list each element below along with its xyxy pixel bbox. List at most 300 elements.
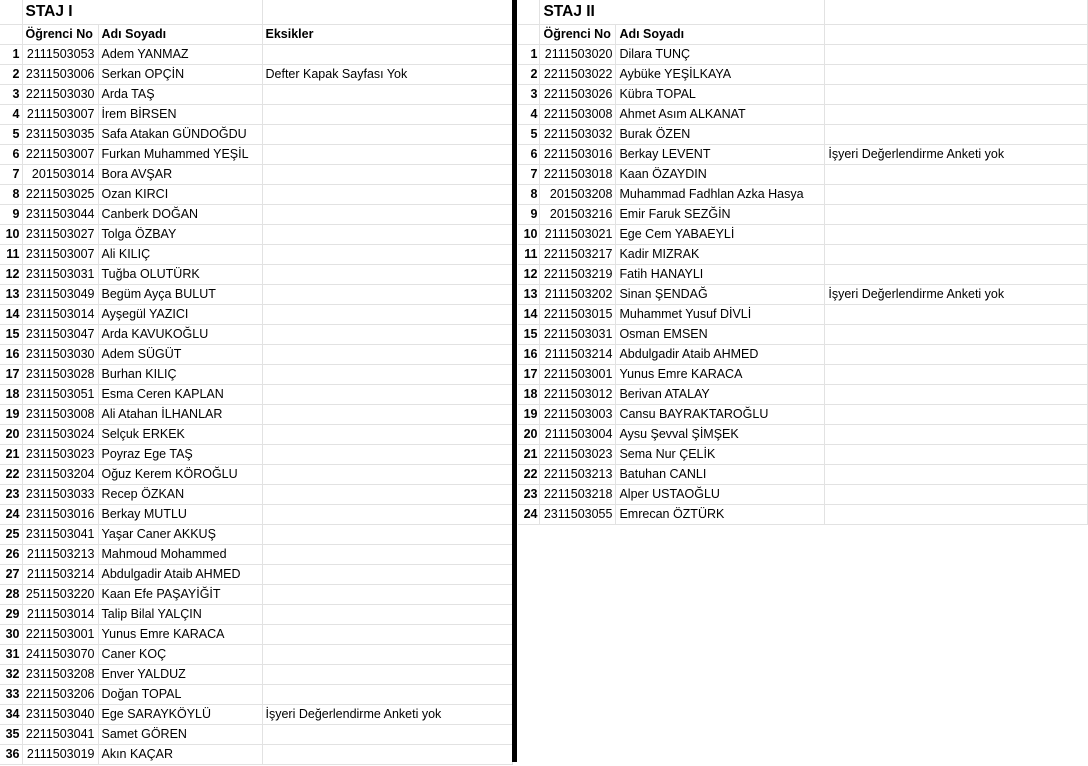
student-name-cell: Berkay MUTLU	[98, 505, 262, 525]
table-row	[0, 365, 512, 385]
student-name-cell: Osman EMSEN	[616, 325, 825, 345]
missing-note-cell	[262, 725, 512, 745]
missing-note-cell	[262, 685, 512, 705]
missing-note-cell	[262, 425, 512, 445]
row-number: 27	[0, 565, 22, 585]
student-name-cell: Batuhan CANLI	[616, 465, 825, 485]
student-no-cell: 2211503016	[540, 145, 616, 165]
row-number: 9	[518, 205, 540, 225]
table-row	[518, 245, 1088, 265]
staj-2-title-row	[518, 0, 1088, 25]
table-row	[518, 45, 1088, 65]
table-row	[518, 305, 1088, 325]
table-row	[518, 365, 1088, 385]
table-row	[518, 485, 1088, 505]
table-row	[0, 205, 512, 225]
row-number: 13	[0, 285, 22, 305]
student-no-cell: 2211503001	[540, 365, 616, 385]
student-no-cell: 201503208	[540, 185, 616, 205]
student-no-cell: 2111503214	[540, 345, 616, 365]
missing-note-cell	[825, 505, 1088, 525]
row-number: 6	[518, 145, 540, 165]
student-no-header: Öğrenci No	[22, 25, 98, 45]
student-name-cell: Kaan ÖZAYDIN	[616, 165, 825, 185]
student-no-cell: 2211503206	[22, 685, 98, 705]
table-row	[0, 385, 512, 405]
student-no-cell: 2311503016	[22, 505, 98, 525]
student-name-cell: Ege SARAYKÖYLÜ	[98, 705, 262, 725]
row-number: 17	[0, 365, 22, 385]
student-name-cell: Burak ÖZEN	[616, 125, 825, 145]
student-no-cell: 2111503007	[22, 105, 98, 125]
student-no-cell: 2211503022	[540, 65, 616, 85]
missing-note-cell	[825, 45, 1088, 65]
row-number: 7	[0, 165, 22, 185]
student-name-cell: Aysu Şevval ŞİMŞEK	[616, 425, 825, 445]
row-number: 6	[0, 145, 22, 165]
student-name-cell: Ege Cem YABAEYLİ	[616, 225, 825, 245]
student-name-cell: Berivan ATALAY	[616, 385, 825, 405]
student-no-cell: 2111503202	[540, 285, 616, 305]
staj-2-sheet	[518, 0, 1088, 525]
student-name-cell: Mahmoud Mohammed	[98, 545, 262, 565]
row-number: 1	[0, 45, 22, 65]
student-no-cell: 2511503220	[22, 585, 98, 605]
missing-note-cell	[825, 425, 1088, 445]
table-row	[0, 685, 512, 705]
student-name-cell: Kaan Efe PAŞAYİĞİT	[98, 585, 262, 605]
table-row	[518, 445, 1088, 465]
student-no-cell: 2211503031	[540, 325, 616, 345]
missing-note-cell	[262, 165, 512, 185]
row-number: 31	[0, 645, 22, 665]
student-name-cell: Aybüke YEŞİLKAYA	[616, 65, 825, 85]
missing-note-cell: İşyeri Değerlendirme Anketi yok	[825, 145, 1088, 165]
student-no-cell: 2311503028	[22, 365, 98, 385]
corner-cell	[0, 0, 22, 25]
row-number: 28	[0, 585, 22, 605]
row-number: 23	[518, 485, 540, 505]
table-row	[0, 605, 512, 625]
row-number: 10	[0, 225, 22, 245]
missing-note-cell	[825, 465, 1088, 485]
student-name-cell: Oğuz Kerem KÖROĞLU	[98, 465, 262, 485]
missing-note-cell	[825, 105, 1088, 125]
table-row	[0, 145, 512, 165]
table-row	[518, 385, 1088, 405]
student-name-cell: Yunus Emre KARACA	[98, 625, 262, 645]
student-name-cell: Begüm Ayça BULUT	[98, 285, 262, 305]
student-no-cell: 2111503213	[22, 545, 98, 565]
table-row	[0, 745, 512, 765]
student-name-cell: Emrecan ÖZTÜRK	[616, 505, 825, 525]
missing-note-cell	[825, 445, 1088, 465]
student-no-cell: 2311503030	[22, 345, 98, 365]
student-no-cell: 2311503027	[22, 225, 98, 245]
row-number: 5	[0, 125, 22, 145]
student-name-cell: Sema Nur ÇELİK	[616, 445, 825, 465]
missing-note-cell	[825, 325, 1088, 345]
corner-cell	[0, 25, 22, 45]
row-number: 22	[518, 465, 540, 485]
table-row	[0, 225, 512, 245]
row-number: 33	[0, 685, 22, 705]
row-number: 32	[0, 665, 22, 685]
student-no-cell: 2311503023	[22, 445, 98, 465]
missing-note-cell	[262, 345, 512, 365]
missing-note-cell	[262, 105, 512, 125]
table-row	[0, 445, 512, 465]
student-name-cell: Enver YALDUZ	[98, 665, 262, 685]
table-row	[0, 105, 512, 125]
student-no-cell: 2311503051	[22, 385, 98, 405]
row-number: 34	[0, 705, 22, 725]
row-number: 5	[518, 125, 540, 145]
table-row	[0, 525, 512, 545]
note-header	[825, 25, 1088, 45]
missing-note-cell: İşyeri Değerlendirme Anketi yok	[825, 285, 1088, 305]
student-no-cell: 2311503208	[22, 665, 98, 685]
staj-2-table-body	[518, 0, 1088, 525]
table-row	[0, 345, 512, 365]
missing-note-cell	[262, 125, 512, 145]
missing-note-cell	[262, 45, 512, 65]
missing-note-cell	[262, 465, 512, 485]
table-row	[0, 665, 512, 685]
row-number: 14	[518, 305, 540, 325]
row-number: 16	[518, 345, 540, 365]
student-no-cell: 2311503006	[22, 65, 98, 85]
row-number: 4	[518, 105, 540, 125]
student-no-cell: 2411503070	[22, 645, 98, 665]
row-number: 35	[0, 725, 22, 745]
staj-1-header-row	[0, 25, 512, 45]
table-row	[0, 545, 512, 565]
row-number: 24	[0, 505, 22, 525]
student-name-cell: Dilara TUNÇ	[616, 45, 825, 65]
row-number: 15	[518, 325, 540, 345]
student-name-cell: Esma Ceren KAPLAN	[98, 385, 262, 405]
row-number: 7	[518, 165, 540, 185]
student-no-cell: 2111503004	[540, 425, 616, 445]
student-no-cell: 2311503047	[22, 325, 98, 345]
row-number: 26	[0, 545, 22, 565]
student-no-cell: 2211503018	[540, 165, 616, 185]
student-no-cell: 2111503019	[22, 745, 98, 765]
student-name-cell: Ayşegül YAZICI	[98, 305, 262, 325]
student-no-cell: 2111503053	[22, 45, 98, 65]
row-number: 2	[0, 65, 22, 85]
table-row	[0, 305, 512, 325]
student-no-cell: 2311503008	[22, 405, 98, 425]
row-number: 19	[0, 405, 22, 425]
student-name-cell: Fatih HANAYLI	[616, 265, 825, 285]
row-number: 22	[0, 465, 22, 485]
student-no-cell: 2211503026	[540, 85, 616, 105]
row-number: 3	[0, 85, 22, 105]
student-name-cell: Arda KAVUKOĞLU	[98, 325, 262, 345]
student-name-cell: Yaşar Caner AKKUŞ	[98, 525, 262, 545]
missing-note-cell	[262, 565, 512, 585]
table-row	[0, 505, 512, 525]
student-no-cell: 2111503214	[22, 565, 98, 585]
table-row	[518, 85, 1088, 105]
student-no-cell: 2311503007	[22, 245, 98, 265]
staj-1-table-body	[0, 0, 512, 765]
empty-cell	[825, 0, 1088, 25]
staj-1-table	[0, 0, 513, 765]
student-name-cell: İrem BİRSEN	[98, 105, 262, 125]
table-row	[518, 145, 1088, 165]
missing-note-cell	[262, 285, 512, 305]
table-row	[518, 465, 1088, 485]
table-row	[0, 65, 512, 85]
student-name-cell: Akın KAÇAR	[98, 745, 262, 765]
student-no-cell: 2311503014	[22, 305, 98, 325]
missing-note-cell	[825, 85, 1088, 105]
staj-1-title: STAJ I	[22, 0, 262, 25]
student-name-cell: Kadir MIZRAK	[616, 245, 825, 265]
missing-note-cell	[262, 445, 512, 465]
table-row	[0, 725, 512, 745]
student-name-cell: Talip Bilal YALÇIN	[98, 605, 262, 625]
student-no-cell: 2211503001	[22, 625, 98, 645]
student-name-cell: Abdulgadir Ataib AHMED	[616, 345, 825, 365]
student-no-cell: 2211503218	[540, 485, 616, 505]
missing-note-cell	[262, 185, 512, 205]
table-row	[0, 585, 512, 605]
student-name-cell: Ali KILIÇ	[98, 245, 262, 265]
row-number: 29	[0, 605, 22, 625]
table-row	[0, 245, 512, 265]
student-no-cell: 2111503021	[540, 225, 616, 245]
missing-note-cell	[825, 405, 1088, 425]
table-row	[0, 485, 512, 505]
missing-note-cell	[825, 245, 1088, 265]
student-name-cell: Cansu BAYRAKTAROĞLU	[616, 405, 825, 425]
corner-cell	[518, 0, 540, 25]
table-row	[518, 345, 1088, 365]
table-row	[518, 285, 1088, 305]
student-no-cell: 2311503044	[22, 205, 98, 225]
row-number: 20	[0, 425, 22, 445]
student-no-cell: 2311503033	[22, 485, 98, 505]
table-row	[0, 645, 512, 665]
table-row	[0, 425, 512, 445]
student-no-cell: 2211503012	[540, 385, 616, 405]
student-name-cell: Doğan TOPAL	[98, 685, 262, 705]
missing-note-cell	[825, 225, 1088, 245]
row-number: 20	[518, 425, 540, 445]
student-name-cell: Poyraz Ege TAŞ	[98, 445, 262, 465]
missing-note-cell	[825, 125, 1088, 145]
missing-note-cell	[262, 625, 512, 645]
missing-note-cell	[262, 405, 512, 425]
student-no-cell: 201503014	[22, 165, 98, 185]
student-no-cell: 2311503204	[22, 465, 98, 485]
missing-note-cell	[262, 245, 512, 265]
row-number: 10	[518, 225, 540, 245]
student-no-cell: 2211503219	[540, 265, 616, 285]
missing-note-cell	[262, 385, 512, 405]
student-name-cell: Sinan ŞENDAĞ	[616, 285, 825, 305]
table-row	[518, 185, 1088, 205]
table-row	[518, 225, 1088, 245]
table-row	[518, 125, 1088, 145]
row-number: 3	[518, 85, 540, 105]
missing-note-cell	[262, 485, 512, 505]
row-number: 23	[0, 485, 22, 505]
student-name-cell: Adem SÜGÜT	[98, 345, 262, 365]
table-row	[0, 325, 512, 345]
missing-note-cell	[825, 185, 1088, 205]
student-name-cell: Emir Faruk SEZĞİN	[616, 205, 825, 225]
staj-2-header-row	[518, 25, 1088, 45]
table-row	[0, 85, 512, 105]
student-name-cell: Tuğba OLUTÜRK	[98, 265, 262, 285]
missing-note-cell	[825, 485, 1088, 505]
student-name-cell: Alper USTAOĞLU	[616, 485, 825, 505]
missing-note-cell	[262, 505, 512, 525]
table-row	[518, 325, 1088, 345]
staj-2-title: STAJ II	[540, 0, 825, 25]
table-row	[0, 625, 512, 645]
student-no-header: Öğrenci No	[540, 25, 616, 45]
table-row	[0, 265, 512, 285]
student-no-cell: 2211503217	[540, 245, 616, 265]
student-no-cell: 2211503008	[540, 105, 616, 125]
table-row	[0, 565, 512, 585]
student-name-cell: Arda TAŞ	[98, 85, 262, 105]
missing-note-cell	[262, 645, 512, 665]
missing-note-cell	[825, 165, 1088, 185]
row-number: 4	[0, 105, 22, 125]
student-no-cell: 2211503030	[22, 85, 98, 105]
student-no-cell: 201503216	[540, 205, 616, 225]
student-name-cell: Canberk DOĞAN	[98, 205, 262, 225]
missing-note-cell	[262, 365, 512, 385]
student-no-cell: 2311503035	[22, 125, 98, 145]
staj-2-table	[518, 0, 1088, 525]
missing-note-cell	[825, 265, 1088, 285]
missing-note-cell	[825, 345, 1088, 365]
table-row	[518, 105, 1088, 125]
student-no-cell: 2111503020	[540, 45, 616, 65]
row-number: 21	[518, 445, 540, 465]
missing-note-cell	[825, 205, 1088, 225]
missing-header: Eksikler	[262, 25, 512, 45]
student-name-cell: Burhan KILIÇ	[98, 365, 262, 385]
row-number: 17	[518, 365, 540, 385]
table-row	[518, 65, 1088, 85]
student-no-cell: 2211503007	[22, 145, 98, 165]
row-number: 25	[0, 525, 22, 545]
row-number: 2	[518, 65, 540, 85]
row-number: 24	[518, 505, 540, 525]
table-row	[518, 405, 1088, 425]
student-name-cell: Kübra TOPAL	[616, 85, 825, 105]
missing-note-cell	[262, 145, 512, 165]
missing-note-cell	[262, 745, 512, 765]
table-row	[0, 465, 512, 485]
student-name-cell: Muhammad Fadhlan Azka Hasya	[616, 185, 825, 205]
row-number: 11	[0, 245, 22, 265]
student-no-cell: 2211503015	[540, 305, 616, 325]
missing-note-cell	[262, 205, 512, 225]
table-row	[0, 185, 512, 205]
student-name-cell: Furkan Muhammed YEŞİL	[98, 145, 262, 165]
student-name-cell: Caner KOÇ	[98, 645, 262, 665]
row-number: 30	[0, 625, 22, 645]
row-number: 18	[0, 385, 22, 405]
missing-note-cell	[262, 325, 512, 345]
row-number: 9	[0, 205, 22, 225]
row-number: 18	[518, 385, 540, 405]
student-no-cell: 2311503055	[540, 505, 616, 525]
missing-note-cell	[825, 65, 1088, 85]
student-name-cell: Samet GÖREN	[98, 725, 262, 745]
table-row	[0, 405, 512, 425]
row-number: 13	[518, 285, 540, 305]
column-divider	[512, 0, 517, 762]
missing-note-cell	[262, 305, 512, 325]
missing-note-cell	[262, 545, 512, 565]
student-name-cell: Ozan KIRCI	[98, 185, 262, 205]
student-name-cell: Tolga ÖZBAY	[98, 225, 262, 245]
student-name-cell: Abdulgadir Ataib AHMED	[98, 565, 262, 585]
student-name-cell: Adem YANMAZ	[98, 45, 262, 65]
student-no-cell: 2111503014	[22, 605, 98, 625]
missing-note-cell	[262, 85, 512, 105]
student-name-cell: Ali Atahan İLHANLAR	[98, 405, 262, 425]
table-row	[0, 45, 512, 65]
table-row	[518, 205, 1088, 225]
missing-note-cell	[262, 665, 512, 685]
student-name-cell: Selçuk ERKEK	[98, 425, 262, 445]
student-name-cell: Muhammet Yusuf DİVLİ	[616, 305, 825, 325]
row-number: 12	[0, 265, 22, 285]
staj-1-sheet	[0, 0, 513, 765]
row-number: 14	[0, 305, 22, 325]
missing-note-cell	[825, 365, 1088, 385]
student-name-cell: Serkan OPÇİN	[98, 65, 262, 85]
name-header: Adı Soyadı	[616, 25, 825, 45]
row-number: 16	[0, 345, 22, 365]
student-no-cell: 2311503031	[22, 265, 98, 285]
student-no-cell: 2311503040	[22, 705, 98, 725]
missing-note-cell	[262, 585, 512, 605]
missing-note-cell	[262, 525, 512, 545]
table-row	[518, 505, 1088, 525]
student-name-cell: Bora AVŞAR	[98, 165, 262, 185]
row-number: 1	[518, 45, 540, 65]
student-name-cell: Ahmet Asım ALKANAT	[616, 105, 825, 125]
staj-1-title-row	[0, 0, 512, 25]
missing-note-cell	[262, 605, 512, 625]
row-number: 21	[0, 445, 22, 465]
student-name-cell: Recep ÖZKAN	[98, 485, 262, 505]
student-name-cell: Safa Atakan GÜNDOĞDU	[98, 125, 262, 145]
student-no-cell: 2211503023	[540, 445, 616, 465]
table-row	[518, 265, 1088, 285]
empty-cell	[262, 0, 512, 25]
student-no-cell: 2311503024	[22, 425, 98, 445]
row-number: 19	[518, 405, 540, 425]
student-no-cell: 2211503041	[22, 725, 98, 745]
row-number: 8	[518, 185, 540, 205]
student-no-cell: 2211503003	[540, 405, 616, 425]
student-no-cell: 2311503049	[22, 285, 98, 305]
